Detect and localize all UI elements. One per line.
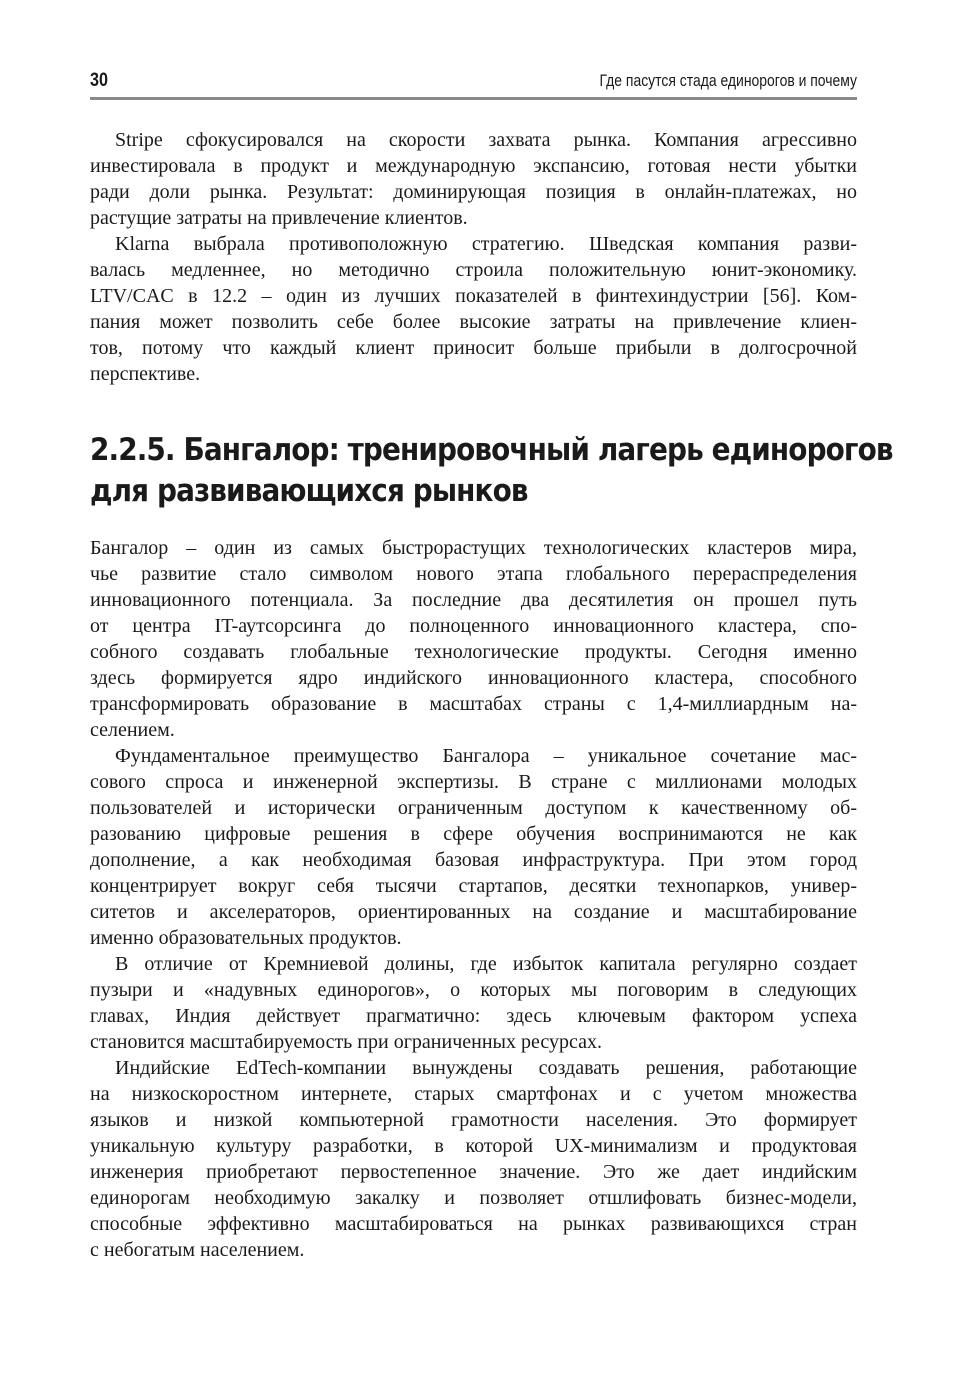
text-line: уникальную культуру разработки, в которой UX-минимализм и продуктовая <box>90 1135 857 1157</box>
heading-line-1: 2.2.5. Бангалор: тренировочный лагерь единорогов <box>90 432 893 468</box>
text-line: пузыри и «надувных единорогов», о которых мы поговорим в следующих <box>90 979 857 1001</box>
text-line: на низкоскоростном интернете, старых смартфонах и с учетом множества <box>90 1083 857 1105</box>
text-line: селением. <box>90 719 175 741</box>
text-line: ради доли рынка. Результат: доминирующая позиция в онлайн-платежах, но <box>90 181 857 203</box>
text-line: пания может позволить себе более высокие затраты на привлечение клиен- <box>90 311 857 333</box>
page-number: 30 <box>90 70 108 91</box>
text-line: инновационного потенциала. За последние два десятилетия он прошел путь <box>90 589 857 611</box>
text-line: становится масштабируемость при ограниченных ресурсах. <box>90 1031 602 1053</box>
text-line: собного создавать глобальные технологические продукты. Сегодня именно <box>90 641 857 663</box>
paragraph <box>90 127 857 231</box>
running-title: Где пасутся стада единорогов и почему <box>599 71 857 90</box>
text-line: инженерия приобретают первостепенное значение. Это же дает индийским <box>90 1161 857 1183</box>
text-line: способные эффективно масштабироваться на рынках развивающихся стран <box>90 1213 857 1235</box>
text-line: Klarna выбрала противоположную стратегию. Шведская компания разви- <box>115 233 857 255</box>
text-line: чье развитие стало символом нового этапа глобального перераспределения <box>90 563 857 585</box>
text-line: главах, Индия действует прагматично: здесь ключевым фактором успеха <box>90 1005 857 1027</box>
text-line: дополнение, а как необходимая базовая инфраструктура. При этом город <box>90 849 857 871</box>
text-line: трансформировать образование в масштабах страны с 1,4-миллиардным на- <box>90 693 857 715</box>
heading-line-2: для развивающихся рынков <box>90 473 528 509</box>
paragraph <box>90 951 857 1055</box>
text-line: сового спроса и инженерной экспертизы. В стране с миллионами молодых <box>90 771 857 793</box>
header-rule <box>90 97 857 100</box>
text-line: именно образовательных продуктов. <box>90 927 402 949</box>
text-line: ситетов и акселераторов, ориентированных на создание и масштабирование <box>90 901 857 923</box>
text-line: тов, потому что каждый клиент приносит больше прибыли в долгосрочной <box>90 337 857 359</box>
text-line: концентрирует вокруг себя тысячи стартапов, десятки технопарков, универ- <box>90 875 857 897</box>
text-line: единорогам необходимую закалку и позволяет отшлифовать бизнес-модели, <box>90 1187 857 1209</box>
paragraph <box>90 743 857 951</box>
text-line: Фундаментальное преимущество Бангалора – уникальное сочетание мас- <box>115 745 857 767</box>
paragraph <box>90 231 857 387</box>
text-line: разованию цифровые решения в сфере обучения воспринимаются не как <box>90 823 857 845</box>
text-line: здесь формируется ядро индийского инновационного кластера, способного <box>90 667 857 689</box>
text-line: валась медленнее, но методично строила положительную юнит-экономику. <box>90 259 857 281</box>
paragraph <box>90 1055 857 1263</box>
text-line: с небогатым населением. <box>90 1239 305 1261</box>
section-heading <box>90 430 893 512</box>
text-line: Бангалор – один из самых быстрорастущих технологических кластеров мира, <box>90 537 857 559</box>
text-line: растущие затраты на привлечение клиентов. <box>90 207 468 229</box>
text-line: Индийские EdTech-компании вынуждены создавать решения, работающие <box>115 1057 857 1079</box>
text-line: языков и низкой компьютерной грамотности населения. Это формирует <box>90 1109 857 1131</box>
section-2-text <box>90 535 857 1263</box>
text-line: LTV/CAC в 12.2 – один из лучших показателей в финтехиндустрии [56]. Ком- <box>90 285 857 307</box>
text-line: инвестировала в продукт и международную экспансию, готовая нести убытки <box>90 155 857 177</box>
text-line: пользователей и исторически ограниченным доступом к качественному об- <box>90 797 857 819</box>
section-1-text <box>90 127 857 387</box>
paragraph <box>90 535 857 743</box>
text-line: от центра IT-аутсорсинга до полноценного инновационного кластера, спо- <box>90 615 857 637</box>
text-line: Stripe сфокусировался на скорости захвата рынка. Компания агрессивно <box>115 129 857 151</box>
text-line: В отличие от Кремниевой долины, где избыток капитала регулярно создает <box>115 953 857 975</box>
text-line: перспективе. <box>90 363 201 385</box>
